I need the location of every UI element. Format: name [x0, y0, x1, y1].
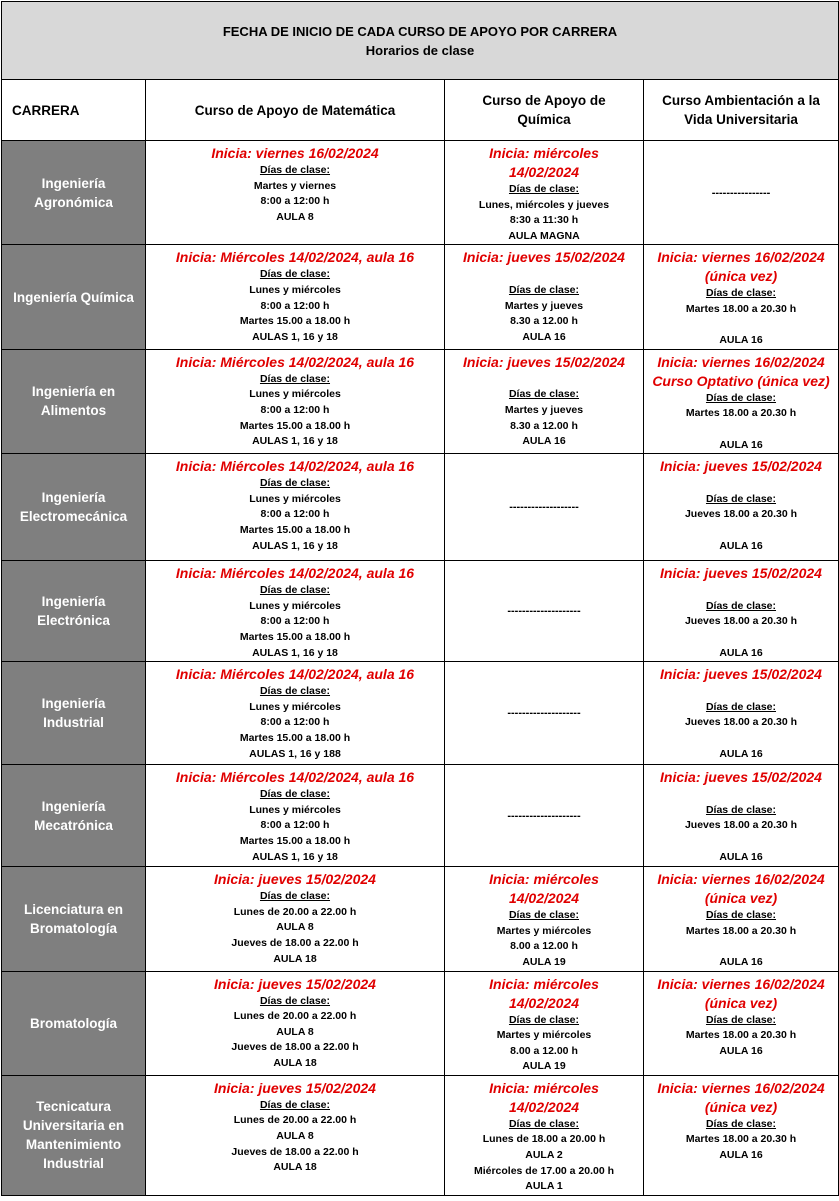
career-cell — [2, 454, 146, 561]
days-label: Días de clase: — [508, 183, 580, 195]
schedule-line: AULA 16 — [522, 435, 566, 448]
start-date: Inicia: miércoles — [489, 1079, 599, 1096]
schedule-line: Lunes y miércoles — [249, 599, 341, 612]
schedule-line: AULA 8 — [276, 1025, 314, 1038]
schedule-line: Miércoles de 17.00 a 20.00 h — [473, 1164, 615, 1177]
schedule-line: 8:00 a 12:00 h — [260, 195, 330, 208]
career-name-line: Ingeniería en — [31, 384, 116, 400]
qui-cell — [445, 971, 644, 1075]
days-label: Días de clase: — [259, 477, 331, 490]
days-label: Días de clase: — [259, 890, 331, 903]
qui-empty-cell: -------------------- — [445, 662, 644, 765]
career-name-line: Ingeniería — [41, 490, 106, 506]
start-date: Inicia: viernes 16/02/2024 — [657, 1079, 825, 1096]
start-date: Inicia: viernes 16/02/2024 — [657, 249, 825, 266]
mat-cell — [146, 867, 445, 971]
table-row — [2, 867, 839, 971]
table-row — [2, 245, 839, 349]
days-label: Días de clase: — [705, 391, 777, 404]
amb-cell — [644, 561, 839, 662]
schedule-line: Martes 18.00 a 20.30 h — [685, 924, 797, 937]
career-name-line: Bromatología — [29, 920, 117, 936]
career-name-line: Ingeniería — [41, 594, 106, 610]
schedule-line: Martes 15.00 a 18.00 h — [239, 315, 351, 328]
start-date: (única vez) — [704, 994, 778, 1011]
career-cell — [2, 349, 146, 453]
career-name-line: Ingeniería Química — [13, 289, 134, 305]
schedule-line: Jueves 18.00 a 20.30 h — [684, 508, 798, 521]
days-label: Días de clase: — [508, 1117, 580, 1130]
career-cell — [2, 867, 146, 971]
career-cell — [2, 662, 146, 765]
start-date: Inicia: viernes 16/02/2024 — [657, 353, 825, 370]
header-carrera: CARRERA — [2, 80, 146, 141]
schedule-line: Martes y viernes — [253, 179, 337, 192]
schedule-line: Martes y miércoles — [496, 924, 592, 937]
schedule-line: AULAS 1, 16 y 18 — [252, 850, 338, 863]
schedule-line: Martes 15.00 a 18.00 h — [239, 630, 351, 643]
spacer — [644, 834, 838, 850]
career-name-line: Ingeniería — [41, 696, 106, 712]
schedule-line: AULA 19 — [522, 955, 566, 968]
start-date: 14/02/2024 — [508, 994, 580, 1011]
schedule-line: AULA 16 — [719, 1149, 763, 1162]
schedule-line: AULA 16 — [719, 539, 763, 552]
schedule-line: AULA 18 — [273, 952, 317, 965]
header-ambientacion-line-2: Vida Universitaria — [684, 112, 798, 127]
schedule-line: AULAS 1, 16 y 188 — [249, 747, 341, 760]
schedule-line: AULA 16 — [719, 646, 763, 659]
career-cell — [2, 765, 146, 867]
start-date: Inicia: jueves 15/02/2024 — [463, 353, 625, 370]
schedule-line: Lunes de 20.00 a 22.00 h — [233, 1114, 357, 1127]
schedule-line: AULA 8 — [276, 1130, 314, 1143]
schedule-line: AULA 16 — [719, 955, 763, 968]
start-date: 14/02/2024 — [508, 890, 580, 907]
start-date: (única vez) — [704, 890, 778, 907]
schedule-line: Lunes de 20.00 a 22.00 h — [233, 905, 357, 918]
spacer — [644, 583, 838, 599]
schedule-line: 8:00 a 12:00 h — [260, 403, 330, 416]
schedule-line: AULA 16 — [719, 747, 763, 760]
document-title — [2, 2, 839, 80]
start-date: Inicia: jueves 15/02/2024 — [214, 1079, 376, 1096]
start-date: Inicia: miércoles — [489, 975, 599, 992]
header-ambientacion-line-1: Curso Ambientación a la — [662, 93, 820, 108]
amb-cell — [644, 867, 839, 971]
start-date: Inicia: jueves 15/02/2024 — [660, 458, 822, 475]
qui-cell — [445, 349, 644, 453]
schedule-line: Lunes de 18.00 a 20.00 h — [482, 1133, 606, 1146]
career-name-line: Mecatrónica — [34, 817, 113, 833]
days-label: Días de clase: — [259, 268, 331, 281]
schedule-line: 8.30 a 12.00 h — [510, 419, 578, 432]
header-quimica-line-1: Curso de Apoyo de — [482, 93, 606, 108]
start-date: Inicia: jueves 15/02/2024 — [214, 871, 376, 888]
spacer — [644, 476, 838, 492]
schedule-line: Martes 18.00 a 20.30 h — [685, 407, 797, 420]
schedule-line: AULA 18 — [273, 1161, 317, 1174]
schedule-line: Lunes y miércoles — [249, 388, 341, 401]
career-name-line: Ingeniería — [41, 798, 106, 814]
schedule-line: Lunes y miércoles — [249, 492, 341, 505]
start-date: 14/02/2024 — [508, 1098, 580, 1115]
schedule-line: 8:00 a 12:00 h — [260, 508, 330, 521]
days-label: Días de clase: — [508, 909, 580, 922]
days-label: Días de clase: — [705, 1117, 777, 1130]
schedule-line: 8:00 a 12:00 h — [260, 819, 330, 832]
table-row — [2, 662, 839, 765]
career-cell — [2, 245, 146, 349]
schedule-line: Lunes y miércoles — [249, 803, 341, 816]
career-name-line: Industrial — [43, 715, 104, 731]
career-name-line: Electromecánica — [19, 509, 128, 525]
start-date: Inicia: Miércoles 14/02/2024, aula 16 — [175, 249, 415, 266]
start-date: (única vez) — [704, 268, 778, 285]
amb-cell — [644, 765, 839, 867]
qui-empty-cell: -------------------- — [445, 561, 644, 662]
schedule-line: 8:00 a 12:00 h — [260, 299, 330, 312]
schedule-line: 8:00 a 12:00 h — [260, 615, 330, 628]
days-label: Días de clase: — [705, 287, 777, 300]
schedule-line: AULA 19 — [522, 1060, 566, 1073]
amb-cell — [644, 662, 839, 765]
amb-cell — [644, 245, 839, 349]
schedule-line: Jueves de 18.00 a 22.00 h — [231, 1145, 359, 1158]
schedule-line: 8.00 a 12.00 h — [510, 940, 578, 953]
amb-empty-cell: ---------------- — [644, 141, 839, 245]
mat-cell — [146, 349, 445, 453]
schedule-line: AULA MAGNA — [508, 229, 580, 242]
start-date: Inicia: Miércoles 14/02/2024, aula 16 — [175, 666, 415, 683]
days-label: Días de clase: — [508, 388, 580, 401]
mat-cell — [146, 454, 445, 561]
schedule-line: Martes y miércoles — [496, 1029, 592, 1042]
start-date: Inicia: jueves 15/02/2024 — [660, 666, 822, 683]
spacer — [445, 372, 643, 388]
start-date: Inicia: jueves 15/02/2024 — [463, 249, 625, 266]
start-date: Inicia: jueves 15/02/2024 — [660, 565, 822, 582]
schedule-line: Jueves de 18.00 a 22.00 h — [231, 936, 359, 949]
mat-cell — [146, 971, 445, 1075]
days-label: Días de clase: — [705, 1013, 777, 1026]
qui-cell — [445, 141, 644, 245]
spacer — [445, 267, 643, 283]
start-date: Inicia: viernes 16/02/2024 — [657, 975, 825, 992]
schedule-line: Martes y jueves — [504, 299, 584, 312]
schedule-line: Martes 15.00 a 18.00 h — [239, 834, 351, 847]
start-date: Inicia: viernes 16/02/2024 — [657, 871, 825, 888]
days-label: Días de clase: — [259, 1098, 331, 1111]
days-label: Días de clase: — [259, 788, 331, 801]
schedule-line: AULA 16 — [719, 1044, 763, 1057]
table-row — [2, 1075, 839, 1195]
career-cell — [2, 1075, 146, 1195]
schedule-line: 8.30 a 12.00 h — [510, 315, 578, 328]
start-date: (única vez) — [704, 1098, 778, 1115]
days-label: Días de clase: — [705, 492, 777, 505]
schedule-line: Martes 15.00 a 18.00 h — [239, 523, 351, 536]
career-cell — [2, 971, 146, 1075]
schedule-table — [1, 1, 839, 1196]
header-quimica — [445, 80, 644, 141]
schedule-line: AULA 16 — [719, 850, 763, 863]
schedule-line: Martes 18.00 a 20.30 h — [685, 1133, 797, 1146]
mat-cell — [146, 561, 445, 662]
schedule-line: Martes 18.00 a 20.30 h — [685, 302, 797, 315]
days-label: Días de clase: — [259, 685, 331, 698]
amb-cell — [644, 1075, 839, 1195]
career-cell — [2, 561, 146, 662]
qui-empty-cell: -------------------- — [445, 765, 644, 867]
career-cell — [2, 141, 146, 245]
days-label: Días de clase: — [705, 909, 777, 922]
start-date: Inicia: Miércoles 14/02/2024, aula 16 — [175, 458, 415, 475]
amb-cell — [644, 349, 839, 453]
start-date: Inicia: Miércoles 14/02/2024, aula 16 — [175, 565, 415, 582]
schedule-line: Martes 18.00 a 20.30 h — [685, 1029, 797, 1042]
schedule-line: Jueves 18.00 a 20.30 h — [684, 615, 798, 628]
start-date: Inicia: miércoles — [489, 145, 599, 161]
schedule-line: AULA 18 — [273, 1056, 317, 1069]
start-date: Curso Optativo (única vez) — [652, 372, 830, 389]
schedule-line: AULA 16 — [719, 438, 763, 451]
career-name-line: Mantenimiento — [25, 1137, 122, 1153]
spacer — [644, 939, 838, 955]
spacer — [644, 422, 838, 438]
title-line-1: FECHA DE INICIO DE CADA CURSO DE APOYO POR CARRERA — [222, 23, 618, 39]
table-row — [2, 454, 839, 561]
qui-cell — [445, 867, 644, 971]
qui-cell — [445, 245, 644, 349]
spacer — [644, 684, 838, 700]
career-name-line: Alimentos — [40, 403, 107, 419]
table-row — [2, 971, 839, 1075]
schedule-line: Martes 15.00 a 18.00 h — [239, 419, 351, 432]
career-name-line: Universitaria en — [22, 1118, 125, 1134]
amb-cell — [644, 454, 839, 561]
qui-empty-cell: ------------------- — [445, 454, 644, 561]
career-name-line: Industrial — [43, 1156, 104, 1172]
table-row — [2, 765, 839, 867]
schedule-line: Martes 15.00 a 18.00 h — [239, 731, 351, 744]
spacer — [644, 731, 838, 747]
schedule-line: Lunes de 20.00 a 22.00 h — [233, 1010, 357, 1023]
days-label: Días de clase: — [259, 994, 331, 1007]
title-line-2: Horarios de clase — [365, 42, 475, 58]
days-label: Días de clase: — [259, 372, 331, 385]
spacer — [644, 630, 838, 646]
career-name-line: Ingeniería — [41, 175, 106, 191]
mat-cell — [146, 662, 445, 765]
qui-cell — [445, 1075, 644, 1195]
schedule-line: AULA 8 — [276, 210, 314, 223]
spacer — [644, 318, 838, 334]
career-name-line: Electrónica — [37, 613, 110, 629]
schedule-line: Lunes, miércoles y jueves — [478, 198, 610, 211]
start-date: Inicia: viernes 16/02/2024 — [211, 145, 379, 161]
table-row — [2, 349, 839, 453]
mat-cell — [146, 245, 445, 349]
schedule-line: Jueves de 18.00 a 22.00 h — [231, 1041, 359, 1054]
header-matematica: Curso de Apoyo de Matemática — [146, 80, 445, 141]
table-row — [2, 561, 839, 662]
schedule-line: AULA 16 — [719, 334, 763, 347]
days-label: Días de clase: — [508, 283, 580, 296]
days-label: Días de clase: — [705, 803, 777, 816]
days-label: Días de clase: — [705, 700, 777, 713]
schedule-line: AULA 8 — [276, 921, 314, 934]
schedule-line: Jueves 18.00 a 20.30 h — [684, 819, 798, 832]
schedule-line: AULA 2 — [525, 1149, 563, 1162]
spacer — [644, 523, 838, 539]
days-label: Días de clase: — [259, 164, 331, 176]
amb-cell — [644, 971, 839, 1075]
start-date: Inicia: miércoles — [489, 871, 599, 888]
days-label: Días de clase: — [705, 599, 777, 612]
mat-cell — [146, 765, 445, 867]
schedule-line: AULAS 1, 16 y 18 — [252, 330, 338, 343]
career-name-line: Tecnicatura — [36, 1099, 111, 1115]
start-date: Inicia: jueves 15/02/2024 — [214, 975, 376, 992]
schedule-line: 8:00 a 12:00 h — [260, 716, 330, 729]
mat-cell — [146, 141, 445, 245]
schedule-line: Martes y jueves — [504, 403, 584, 416]
schedule-line: AULA 16 — [522, 330, 566, 343]
days-label: Días de clase: — [508, 1013, 580, 1026]
header-ambientacion — [644, 80, 839, 141]
schedule-line: AULAS 1, 16 y 18 — [252, 435, 338, 448]
start-date: Inicia: jueves 15/02/2024 — [660, 769, 822, 786]
spacer — [644, 787, 838, 803]
career-name-line: Bromatología — [29, 1015, 117, 1031]
schedule-line: 8.00 a 12.00 h — [510, 1044, 578, 1057]
schedule-line: AULAS 1, 16 y 18 — [252, 539, 338, 552]
career-name-line: Licenciatura en — [23, 901, 124, 917]
start-date: Inicia: Miércoles 14/02/2024, aula 16 — [175, 769, 415, 786]
table-row — [2, 141, 839, 245]
start-date: Inicia: Miércoles 14/02/2024, aula 16 — [175, 353, 415, 370]
schedule-line: Jueves 18.00 a 20.30 h — [684, 716, 798, 729]
schedule-line: AULAS 1, 16 y 18 — [252, 646, 338, 659]
schedule-line: AULA 1 — [525, 1180, 563, 1193]
days-label: Días de clase: — [259, 584, 331, 597]
career-name-line: Agronómica — [34, 194, 113, 210]
schedule-line: Lunes y miércoles — [249, 283, 341, 296]
mat-cell — [146, 1075, 445, 1195]
schedule-line: 8:30 a 11:30 h — [509, 214, 579, 227]
schedule-line: Lunes y miércoles — [249, 700, 341, 713]
start-date: 14/02/2024 — [508, 164, 580, 180]
header-quimica-line-2: Química — [517, 112, 571, 127]
